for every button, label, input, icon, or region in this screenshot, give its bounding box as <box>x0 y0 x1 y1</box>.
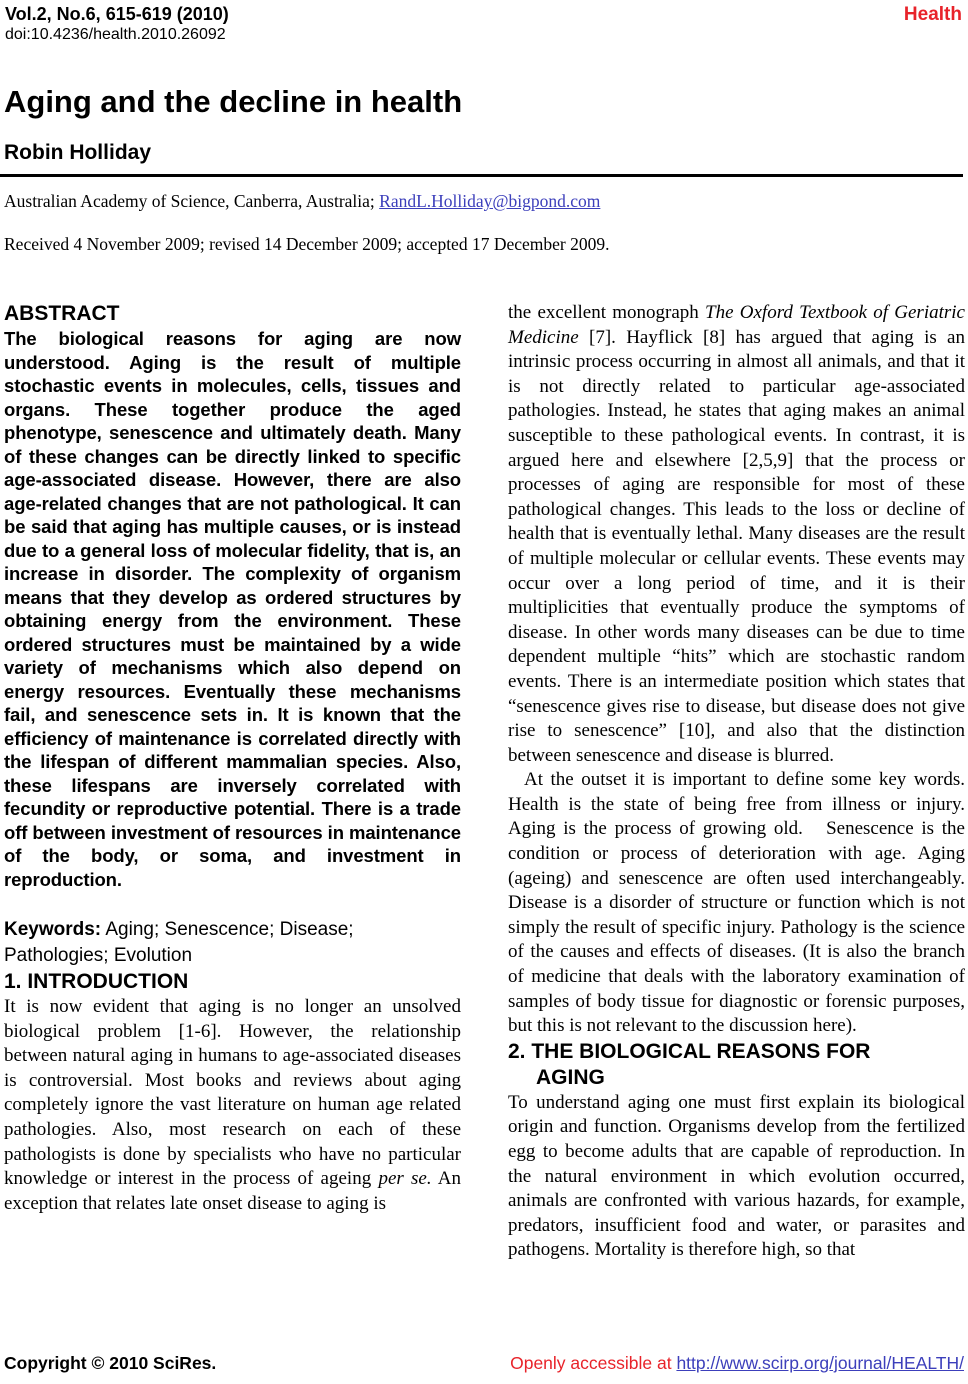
abstract-heading: ABSTRACT <box>4 302 120 325</box>
section2-heading-line1: 2. THE BIOLOGICAL REASONS FOR <box>508 1039 871 1063</box>
introduction-paragraph <box>4 995 461 1216</box>
article-title: Aging and the decline in health <box>4 84 463 119</box>
journal-url-link[interactable]: http://www.scirp.org/journal/HEALTH/ <box>676 1353 964 1373</box>
introduction-text-part1: It is now evident that aging is no longer an unsolved biological problem [1-6]. However, the relationship between natural aging in humans to age-associated diseases is controversial. Most books and reviews about aging completely ignore the vast literature on human age related pathologies. Also, most research on each of these pathologists is done by specialists who have no particular knowledge or interest in the process of ageing <box>4 996 461 1190</box>
right-column <box>508 301 965 1263</box>
introduction-italic-text: per se. <box>378 1168 432 1190</box>
doi-line: doi:10.4236/health.2010.26092 <box>5 26 226 43</box>
affiliation-line <box>4 191 600 212</box>
copyright-notice: Copyright © 2010 SciRes. <box>4 1353 217 1373</box>
received-dates: Received 4 November 2009; revised 14 December 2009; accepted 17 December 2009. <box>4 234 610 254</box>
volume-issue-info: Vol.2, No.6, 615-619 (2010) <box>5 4 229 24</box>
author-email-link[interactable]: RandL.Holliday@bigpond.com <box>379 191 601 211</box>
page-footer <box>4 1353 964 1374</box>
section2-heading <box>508 1039 965 1091</box>
book-title-italic: The Oxford Textbook of Geriatric Medicine <box>508 302 965 348</box>
section2-paragraph: To understand aging one must first explain its biological origin and function. Organisms develop from the fertilized egg to become adults that are capable of reproduction. In the natural environment in which evolution occurred, animals are confronted with various hazards, for example, predators, insufficient food and water, or parasites and pathogens. Mortality is therefore high, so that <box>508 1091 965 1261</box>
openly-accessible-text: Openly accessible at <box>510 1353 677 1373</box>
keywords-line2: Pathologies; Evolution <box>4 945 193 966</box>
body-paragraph-continuation <box>508 301 965 768</box>
definitions-paragraph: At the outset it is important to define some key words. Health is the state of being free from illness or injury. Aging is the process of growing old. Senescence is the condition or process of deterioration with age. Aging (ageing) and senescence are often used interchangeably. Disease is a disorder of structure or function which is not simply the result of specific injury. Pathology is the science of the causes and effects of diseases. (It is also the branch of medicine that deals with the laboratory examination of samples of body tissue for diagnostic or forensic purposes, but this is not relevant to the discussion here). <box>508 769 965 1037</box>
author-name: Robin Holliday <box>4 141 151 164</box>
keywords-block <box>4 917 461 969</box>
masthead-left <box>5 4 229 45</box>
left-column <box>4 301 461 1216</box>
body-text-part1: the excellent monograph <box>508 302 706 323</box>
introduction-heading: 1. INTRODUCTION <box>4 970 189 993</box>
section2-heading-line2: AGING <box>536 1065 605 1089</box>
keywords-line1: Aging; Senescence; Disease; <box>101 919 354 940</box>
affiliation-text: Australian Academy of Science, Canberra, Australia; <box>4 191 380 211</box>
access-statement <box>510 1353 964 1374</box>
masthead <box>5 4 962 45</box>
divider-rule <box>0 174 963 177</box>
body-text-part2: [7]. Hayflick [8] has argued that aging is an intrinsic process occurring in almost all animals, and that it is not directly related to particular age-associated pathologies. Instead, he states that aging makes an animal susceptible to these pathological events. In contrast, it is argued here and elsewhere [2,5,9] that the process or processes of aging are responsible for most of these pathological changes. This leads to the loss or decline of health that is eventually lethal. Many diseases are the result of multiple molecular or cellular events. These events may occur over a long period of time, and it is their multiplicities that eventually produce the symptoms of disease. In other words many diseases can be due to time dependent multiple “hits” which are stochastic random events. There is an intermediate position which states that “senescence gives rise to disease, but disease does not give rise to senescence” [10], and also that the distinction between senescence and disease is blurred. <box>508 326 965 766</box>
journal-name: Health <box>903 4 962 25</box>
keywords-label: Keywords: <box>4 919 102 940</box>
introduction-text-part2: An exception that relates late onset disease to aging is <box>4 1168 461 1214</box>
abstract-text: The biological reasons for aging are now understood. Aging is the result of multiple stochastic events in molecules, cells, tissues and organs. These together produce the aged phenotype, senescence and ultimately death. Many of these changes can be directly linked to specific age-associated disease. However, there are also age-related changes that are not pathological. It can be said that aging has multiple causes, or is instead due to a general loss of molecular fidelity, that is, an increase in disorder. The complexity of organism means that they develop as ordered structures by obtaining energy from the environment. These ordered structures must be maintained by a wide variety of mechanisms which also depend on energy resources. Eventually these mechanisms fail, and senescence sets in. It is known that the efficiency of maintenance is correlated directly with the lifespan of different mammalian species. Also, these lifespans are inversely correlated with fecundity or reproductive potential. There is a trade off between investment of resources in maintenance of the body, or soma, and investment in reproduction. <box>4 328 461 890</box>
